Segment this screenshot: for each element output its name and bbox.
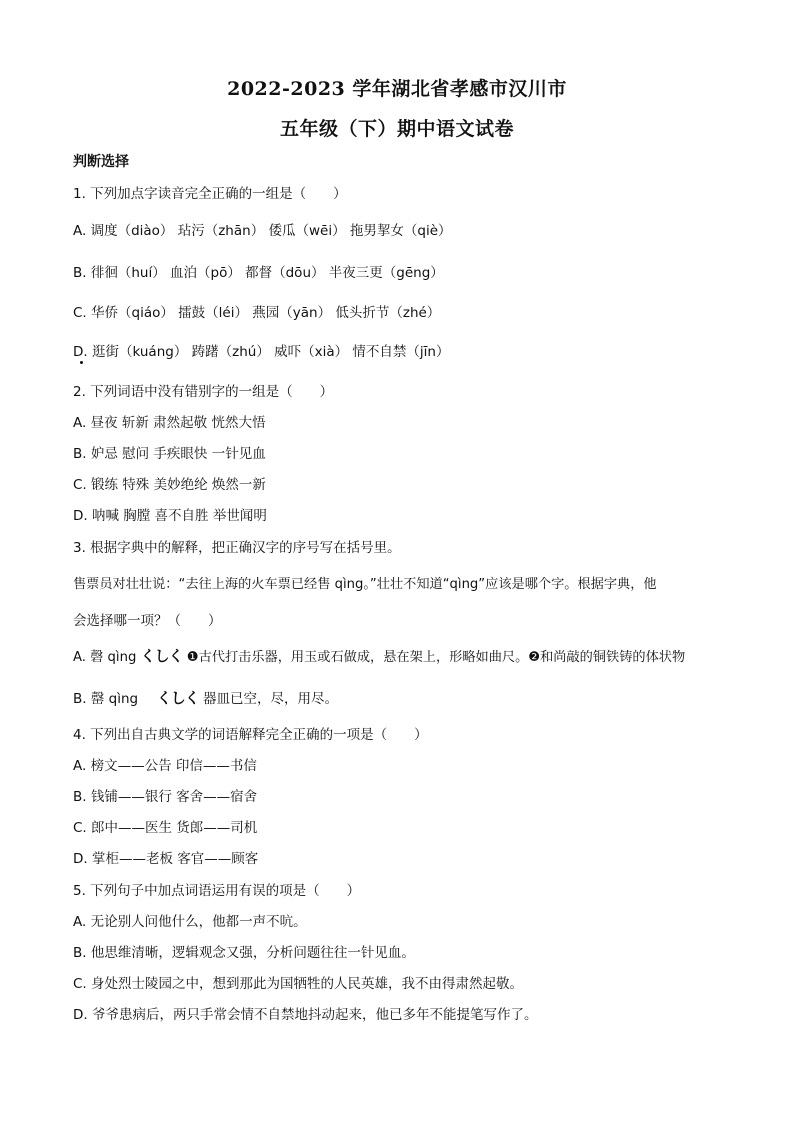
q3-context-line2: 会选择哪一项？（ ） — [73, 613, 222, 629]
q2-option-b: B. 妒忌 慰问 手疾眼快 一针见血 — [73, 446, 266, 462]
exam-title-line1: 2022-2023 学年湖北省孝感市汉川市 — [227, 78, 567, 100]
q3-option-a-text: ❶古代打击乐器，用玉或石做成，悬在架上，形略如曲尺。❷和尚敲的铜铁铸的体状物 — [186, 650, 686, 665]
q4-option-a: A. 榜文——公告 印信——书信 — [73, 758, 257, 774]
q2-option-c: C. 锻练 特殊 美妙绝纶 焕然一新 — [73, 477, 266, 493]
q2-stem: 2. 下列词语中没有错别字的一组是（ ） — [73, 384, 334, 400]
q3-option-a-head: A. 磬 qìng — [73, 650, 137, 665]
q1-option-c: C. 华侨（qiáo） 擂鼓（léi） 燕园（yān） 低头折节（zhé） — [73, 305, 441, 321]
q5-stem: 5. 下列句子中加点词语运用有误的项是（ ） — [73, 883, 361, 899]
section-label: 判断选择 — [73, 154, 129, 170]
q3-context-line1: 售票员对壮壮说：“去往上海的火车票已经售 qìng。”壮壮不知道“qìng”应该是哪个字。根据字典，他 — [73, 577, 657, 592]
q4-stem: 4. 下列出自古典文学的词语解释完全正确的一项是（ ） — [73, 727, 428, 743]
q2-option-d: D. 呐喊 胸膛 喜不自胜 举世闻明 — [73, 508, 267, 524]
q3-option-b-text: 器皿已空，尽，用尽。 — [203, 691, 338, 707]
pronunciation-symbol: くしく — [140, 647, 183, 665]
q1-stem: 1. 下列加点字读音完全正确的一组是（ ） — [73, 186, 347, 202]
q4-option-c: C. 郎中——医生 货郎——司机 — [73, 820, 258, 836]
q1-option-b: B. 徘徊（huí） 血泊（pō） 都督（dōu） 半夜三更（gēng） — [73, 265, 444, 281]
q5-option-d: D. 爷爷患病后，两只手常会情不自禁地抖动起来，他已多年不能提笔写作了。 — [73, 1007, 538, 1023]
q4-option-d: D. 掌柜——老板 客官——顾客 — [73, 851, 259, 867]
q2-option-a: A. 昼夜 斩新 肃然起敬 恍然大悟 — [73, 415, 266, 431]
q3-option-b — [73, 687, 338, 708]
emphasis-dot — [80, 361, 83, 364]
exam-title-line2: 五年级（下）期中语文试卷 — [279, 118, 514, 140]
pronunciation-symbol: くしく — [156, 689, 199, 707]
q3-stem: 3. 根据字典中的解释，把正确汉字的序号写在括号里。 — [73, 540, 401, 556]
q1-option-a: A. 调度（diào） 玷污（zhān） 倭瓜（wēi） 拖男挈女（qiè） — [73, 223, 452, 239]
q5-option-b: B. 他思维清晰，逻辑观念又强，分析问题往往一针见血。 — [73, 945, 415, 961]
q1-option-d: D. 逛街（kuáng） 踌躇（zhú） 威吓（xià） 情不自禁（jīn） — [73, 344, 450, 360]
q4-option-b: B. 钱铺——银行 客舍——宿舍 — [73, 789, 258, 805]
q5-option-a: A. 无论别人问他什么，他都一声不吭。 — [73, 914, 307, 930]
q3-option-b-head: B. 罄 qìng — [73, 691, 139, 707]
q3-option-a — [73, 645, 685, 666]
q5-option-c: C. 身处烈士陵园之中，想到那此为国牺牲的人民英雄，我不由得肃然起敬。 — [73, 976, 524, 992]
